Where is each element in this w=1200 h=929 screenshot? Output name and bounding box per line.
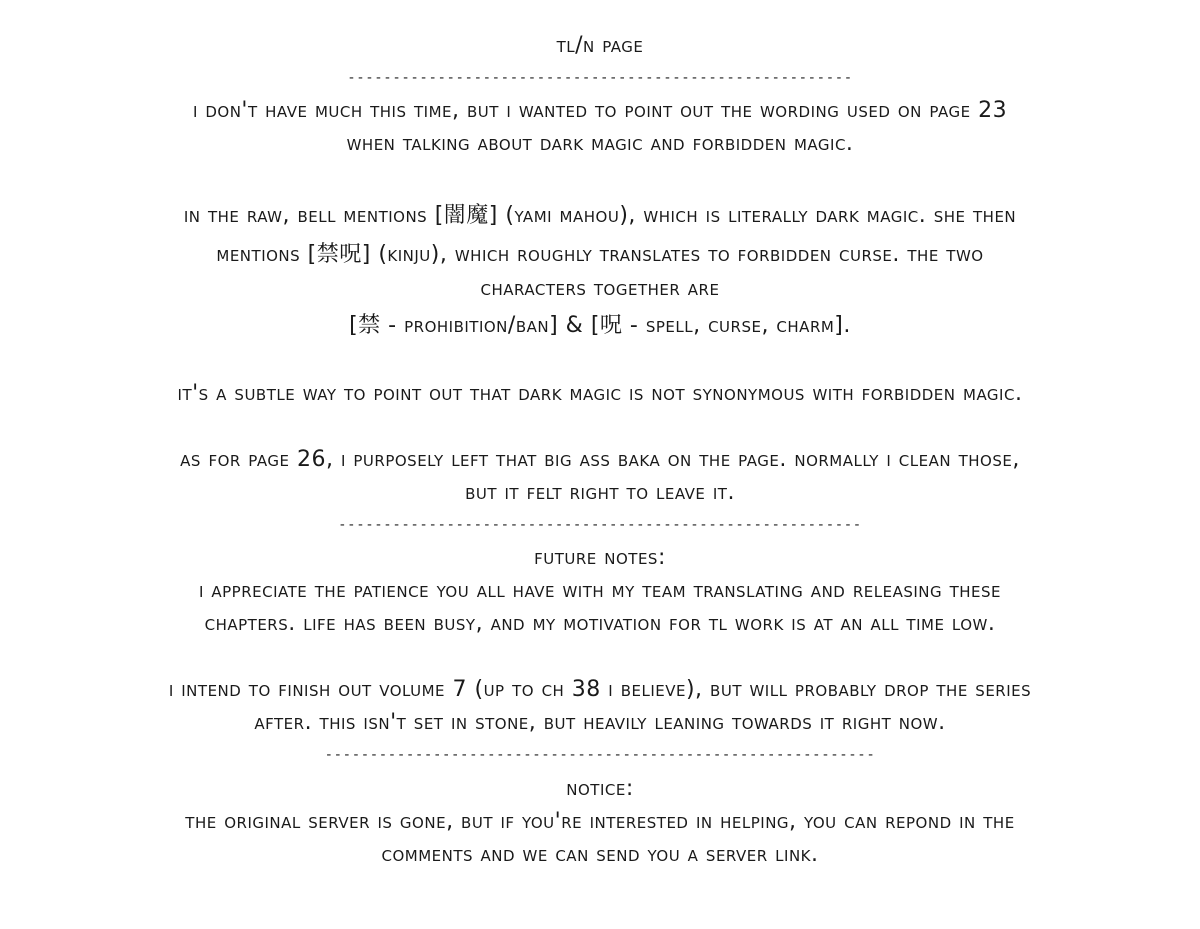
divider-top: -------------------------------------------------------- bbox=[347, 70, 853, 86]
future-notes-line-2: chapters. life has been busy, and my motivation for tl work is at an all time low. bbox=[204, 611, 996, 636]
paragraph-2-line-2: mentions [禁呪] (kinju), which roughly translates to forbidden curse. the two bbox=[216, 242, 984, 267]
divider-bottom: ------------------------------------------------------------- bbox=[324, 747, 876, 763]
notice-heading: notice: bbox=[566, 776, 634, 801]
future-notes-line-1: i appreciate the patience you all have with my team translating and releasing these bbox=[198, 578, 1002, 603]
divider-middle: ---------------------------------------------------------- bbox=[338, 517, 862, 533]
future-notes-line-4: after. this isn't set in stone, but heavily leaning towards it right now. bbox=[254, 710, 946, 735]
future-notes-heading: future notes: bbox=[534, 545, 666, 570]
notice-line-1: the original server is gone, but if you're interested in helping, you can repond in the bbox=[185, 809, 1015, 834]
paragraph-4-line-2: but it felt right to leave it. bbox=[465, 480, 735, 505]
paragraph-1-line-1: i don't have much this time, but i wanted to point out the wording used on page 23 bbox=[192, 98, 1008, 123]
paragraph-2-line-1: in the raw, bell mentions [闇魔] (yami mahou), which is literally dark magic. she then bbox=[183, 203, 1017, 228]
future-notes-line-3: i intend to finish out volume 7 (up to ch 38 i believe), but will probably drop the series bbox=[168, 677, 1032, 702]
paragraph-2-line-3: characters together are bbox=[480, 276, 720, 301]
paragraph-1-line-2: when talking about dark magic and forbidden magic. bbox=[346, 131, 854, 156]
notice-line-2: comments and we can send you a server link. bbox=[381, 842, 819, 867]
paragraph-3-line-1: it's a subtle way to point out that dark magic is not synonymous with forbidden magic. bbox=[177, 381, 1023, 406]
paragraph-4-line-1: as for page 26, i purposely left that big ass baka on the page. normally i clean those, bbox=[180, 447, 1020, 472]
page-title: tl/n page bbox=[556, 33, 644, 58]
paragraph-2-line-4: [禁 - prohibition/ban] & [呪 - spell, curse, charm]. bbox=[349, 313, 851, 338]
